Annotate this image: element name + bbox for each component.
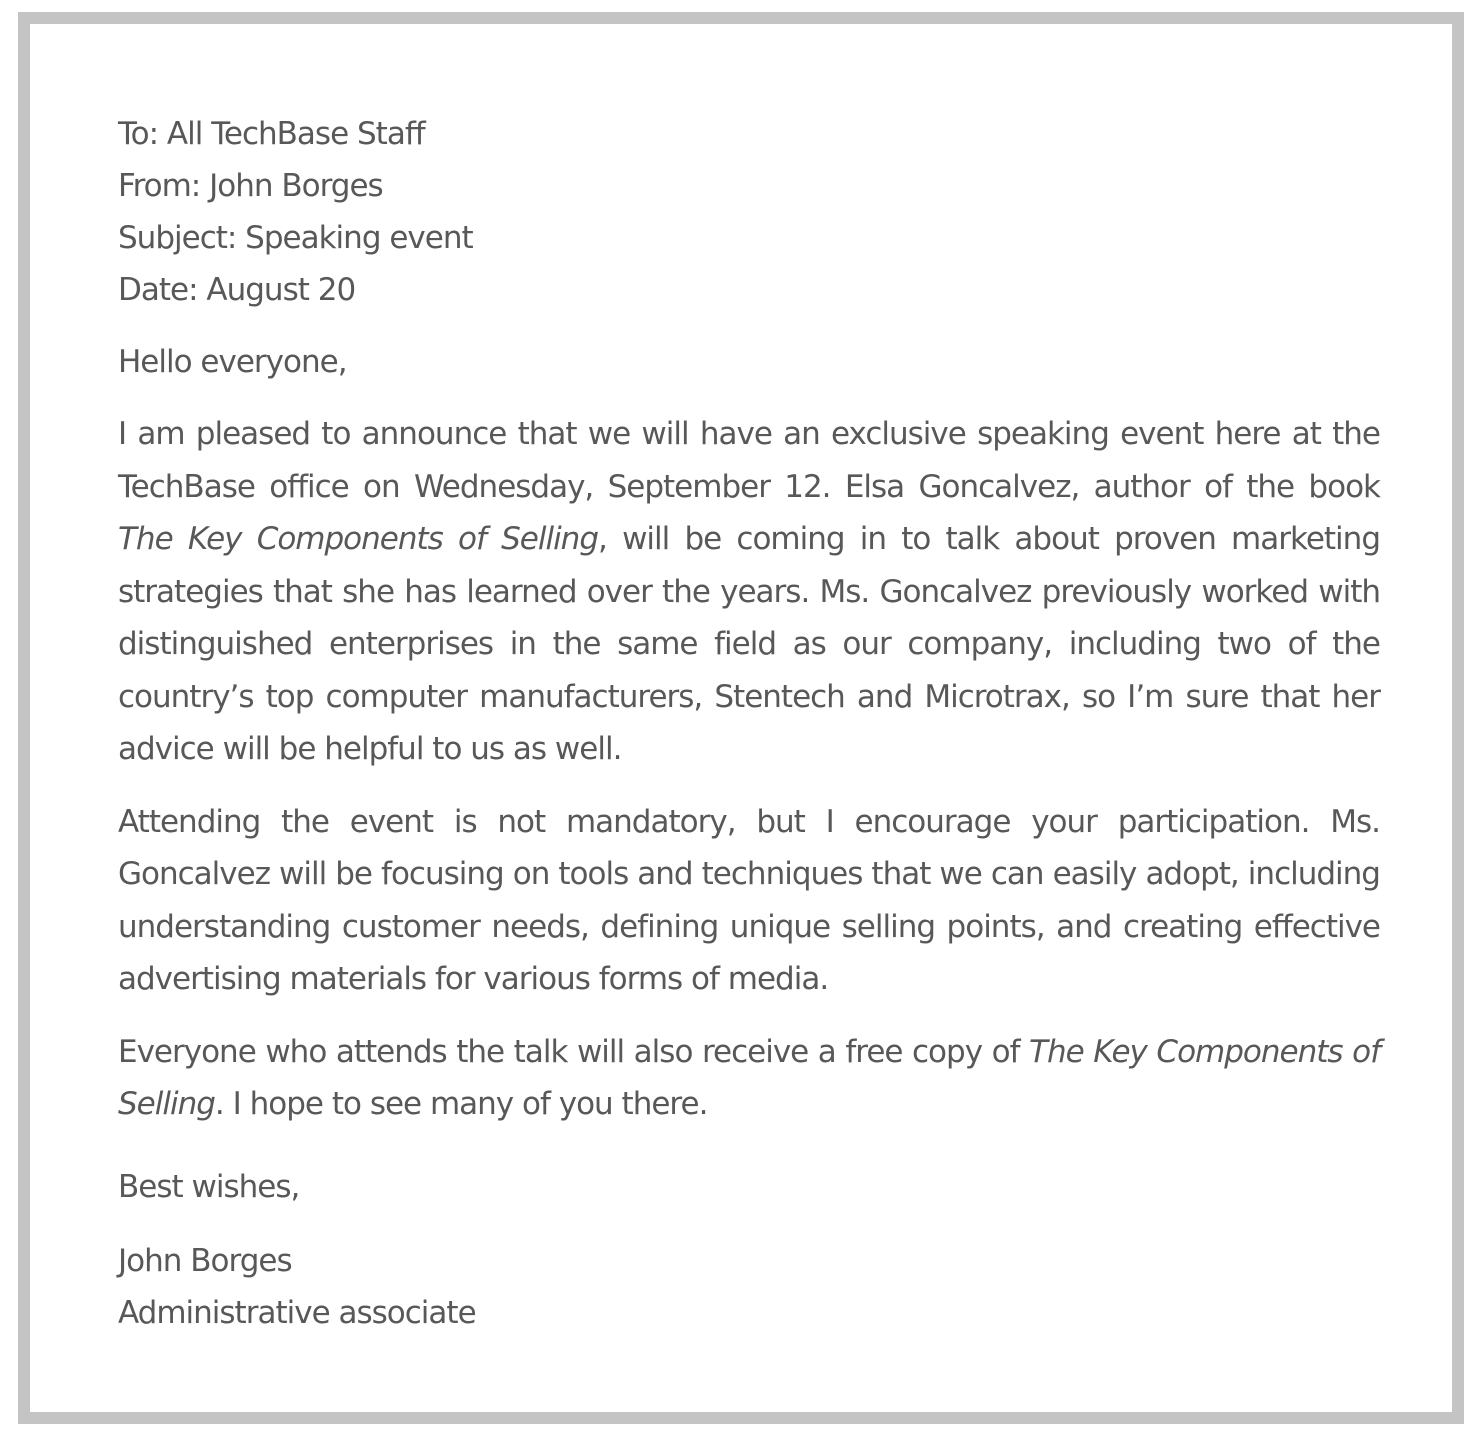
memo-content (118, 108, 1380, 1339)
closing: Best wishes, (118, 1168, 300, 1205)
memo-date: Date: August 20 (118, 272, 356, 308)
memo-header (118, 108, 1380, 316)
book-title-repeat: The Key Components of Selling (118, 1033, 1380, 1122)
signature-title: Administrative associate (118, 1294, 476, 1331)
signature-name: John Borges (118, 1242, 292, 1279)
paragraph-2: Attending the event is not mandatory, but I encourage your participation. Ms. Goncalvez will be focusing on tools and techniques that we can easily adopt, including understanding customer needs, defining unique selling points, and creating effective advertising materials for various forms of media. (118, 803, 1380, 997)
signature-block (118, 1235, 1380, 1339)
memo-from: From: John Borges (118, 168, 383, 204)
paragraph-3 (118, 1026, 1380, 1131)
greeting: Hello everyone, (118, 344, 347, 380)
paragraph-3-text-b: . I hope to see many of you there. (214, 1086, 708, 1122)
memo-frame (18, 12, 1464, 1424)
memo-to: To: All TechBase Staff (118, 116, 425, 152)
book-title: The Key Components of Selling (118, 521, 599, 557)
paragraph-1-text-a: I am pleased to announce that we will have an exclusive speaking event here at the TechBase office on Wednesday, September 12. Elsa Goncalvez, author of the book (118, 416, 1380, 505)
paragraph-1-text-b: , will be coming in to talk about proven marketing strategies that she has learned over the years. Ms. Goncalvez previously worked with distinguished enterprises in the same field as our company, including two of the country’s top computer manufacturers, Stentech and Microtrax, so I’m sure that her advice will be helpful to us as well. (118, 521, 1380, 767)
memo-subject: Subject: Speaking event (118, 220, 473, 256)
paragraph-1 (118, 408, 1380, 776)
paragraph-3-text-a: Everyone who attends the talk will also receive a free copy of (118, 1033, 1030, 1070)
